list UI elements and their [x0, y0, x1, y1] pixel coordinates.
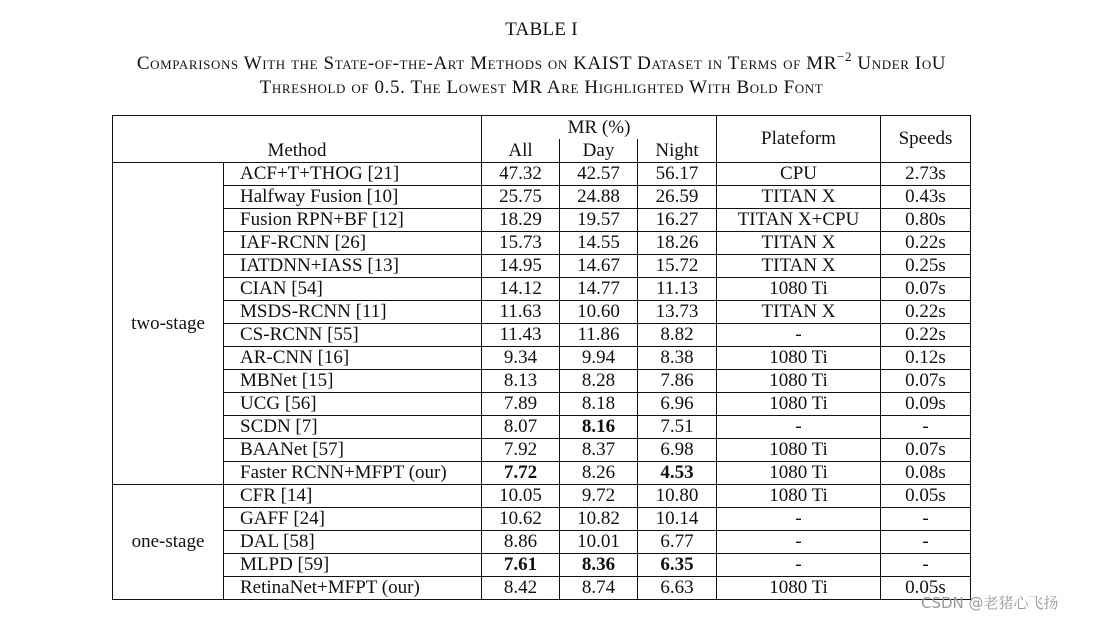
platform-cell: 1080 Ti	[717, 577, 881, 600]
mr-night-cell: 11.13	[638, 278, 717, 301]
comparison-table	[112, 115, 971, 600]
method-cell: Fusion RPN+BF [12]	[224, 209, 482, 232]
speed-cell: 0.22s	[881, 324, 971, 347]
mr-night-cell: 10.14	[638, 508, 717, 531]
mr-night-cell: 10.80	[638, 485, 717, 508]
platform-cell: TITAN X	[717, 255, 881, 278]
table-row	[113, 439, 971, 462]
table-row	[113, 577, 971, 600]
mr-day-cell: 11.86	[560, 324, 638, 347]
mr-all-cell: 8.86	[482, 531, 560, 554]
platform-cell: 1080 Ti	[717, 347, 881, 370]
mr-day-cell: 8.74	[560, 577, 638, 600]
mr-all-cell: 47.32	[482, 163, 560, 186]
method-cell: CFR [14]	[224, 485, 482, 508]
table-row	[113, 186, 971, 209]
speed-cell: 2.73s	[881, 163, 971, 186]
mr-all-cell: 8.13	[482, 370, 560, 393]
method-cell: CIAN [54]	[224, 278, 482, 301]
method-cell: MBNet [15]	[224, 370, 482, 393]
header-night: Night	[638, 139, 717, 163]
header-all: All	[482, 139, 560, 163]
platform-cell: TITAN X+CPU	[717, 209, 881, 232]
mr-night-cell: 26.59	[638, 186, 717, 209]
mr-all-cell: 25.75	[482, 186, 560, 209]
mr-all-cell: 10.62	[482, 508, 560, 531]
table-row	[113, 416, 971, 439]
platform-cell: 1080 Ti	[717, 278, 881, 301]
method-cell: ACF+T+THOG [21]	[224, 163, 482, 186]
mr-day-cell: 14.77	[560, 278, 638, 301]
speed-cell: 0.25s	[881, 255, 971, 278]
mr-night-cell: 18.26	[638, 232, 717, 255]
method-cell: AR-CNN [16]	[224, 347, 482, 370]
mr-day-cell: 9.72	[560, 485, 638, 508]
mr-day-cell: 8.37	[560, 439, 638, 462]
mr-night-cell: 15.72	[638, 255, 717, 278]
method-cell: Halfway Fusion [10]	[224, 186, 482, 209]
table-row	[113, 232, 971, 255]
mr-day-cell: 10.01	[560, 531, 638, 554]
mr-all-cell: 9.34	[482, 347, 560, 370]
group-label: two-stage	[113, 163, 224, 485]
platform-cell: 1080 Ti	[717, 439, 881, 462]
group-label: one-stage	[113, 485, 224, 600]
mr-night-cell: 7.86	[638, 370, 717, 393]
method-cell: MLPD [59]	[224, 554, 482, 577]
mr-day-cell: 8.28	[560, 370, 638, 393]
header-mr: MR (%)	[482, 116, 717, 140]
platform-cell: TITAN X	[717, 301, 881, 324]
method-cell: CS-RCNN [55]	[224, 324, 482, 347]
method-cell: MSDS-RCNN [11]	[224, 301, 482, 324]
mr-all-cell: 15.73	[482, 232, 560, 255]
speed-cell: 0.07s	[881, 278, 971, 301]
table-row	[113, 393, 971, 416]
table-row	[113, 255, 971, 278]
header-platform: Plateform	[717, 116, 881, 163]
method-cell: SCDN [7]	[224, 416, 482, 439]
mr-day-cell: 8.18	[560, 393, 638, 416]
speed-cell: 0.22s	[881, 232, 971, 255]
mr-day-cell: 8.36	[560, 554, 638, 577]
platform-cell: 1080 Ti	[717, 370, 881, 393]
mr-night-cell: 16.27	[638, 209, 717, 232]
speed-cell: -	[881, 531, 971, 554]
mr-all-cell: 7.72	[482, 462, 560, 485]
platform-cell: -	[717, 554, 881, 577]
mr-night-cell: 8.82	[638, 324, 717, 347]
mr-night-cell: 6.35	[638, 554, 717, 577]
mr-all-cell: 11.43	[482, 324, 560, 347]
mr-day-cell: 14.55	[560, 232, 638, 255]
speed-cell: 0.08s	[881, 462, 971, 485]
method-cell: UCG [56]	[224, 393, 482, 416]
mr-night-cell: 8.38	[638, 347, 717, 370]
platform-cell: TITAN X	[717, 186, 881, 209]
mr-day-cell: 8.26	[560, 462, 638, 485]
header-day: Day	[560, 139, 638, 163]
mr-night-cell: 7.51	[638, 416, 717, 439]
table-row	[113, 278, 971, 301]
mr-day-cell: 14.67	[560, 255, 638, 278]
speed-cell: 0.07s	[881, 439, 971, 462]
mr-all-cell: 7.92	[482, 439, 560, 462]
method-cell: DAL [58]	[224, 531, 482, 554]
speed-cell: -	[881, 416, 971, 439]
speed-cell: 0.05s	[881, 577, 971, 600]
method-cell: GAFF [24]	[224, 508, 482, 531]
mr-all-cell: 7.61	[482, 554, 560, 577]
watermark: CSDN @老猪心飞扬	[921, 594, 1059, 612]
mr-all-cell: 8.07	[482, 416, 560, 439]
speed-cell: 0.12s	[881, 347, 971, 370]
header-speed: Speeds	[881, 116, 971, 163]
platform-cell: 1080 Ti	[717, 485, 881, 508]
table-caption-line-2: Threshold of 0.5. The Lowest MR Are Highlighted With Bold Font	[259, 77, 824, 98]
mr-day-cell: 24.88	[560, 186, 638, 209]
mr-night-cell: 6.96	[638, 393, 717, 416]
mr-day-cell: 10.60	[560, 301, 638, 324]
platform-cell: CPU	[717, 163, 881, 186]
table-number: TABLE I	[505, 19, 578, 40]
method-cell: Faster RCNN+MFPT (our)	[224, 462, 482, 485]
platform-cell: 1080 Ti	[717, 462, 881, 485]
mr-night-cell: 6.63	[638, 577, 717, 600]
table-row	[113, 531, 971, 554]
mr-day-cell: 8.16	[560, 416, 638, 439]
platform-cell: -	[717, 531, 881, 554]
table-row	[113, 163, 971, 186]
mr-all-cell: 18.29	[482, 209, 560, 232]
speed-cell: -	[881, 508, 971, 531]
mr-all-cell: 10.05	[482, 485, 560, 508]
table-row	[113, 462, 971, 485]
method-cell: RetinaNet+MFPT (our)	[224, 577, 482, 600]
table-row	[113, 554, 971, 577]
mr-night-cell: 56.17	[638, 163, 717, 186]
platform-cell: 1080 Ti	[717, 393, 881, 416]
table-row	[113, 370, 971, 393]
platform-cell: -	[717, 508, 881, 531]
speed-cell: 0.09s	[881, 393, 971, 416]
platform-cell: -	[717, 416, 881, 439]
mr-day-cell: 19.57	[560, 209, 638, 232]
mr-night-cell: 6.98	[638, 439, 717, 462]
table-row	[113, 485, 971, 508]
mr-day-cell: 42.57	[560, 163, 638, 186]
speed-cell: 0.43s	[881, 186, 971, 209]
table-row	[113, 301, 971, 324]
platform-cell: -	[717, 324, 881, 347]
speed-cell: 0.80s	[881, 209, 971, 232]
table-row	[113, 324, 971, 347]
mr-all-cell: 7.89	[482, 393, 560, 416]
mr-night-cell: 6.77	[638, 531, 717, 554]
table-row	[113, 508, 971, 531]
mr-day-cell: 10.82	[560, 508, 638, 531]
table-row	[113, 209, 971, 232]
speed-cell: 0.07s	[881, 370, 971, 393]
mr-night-cell: 4.53	[638, 462, 717, 485]
table-row	[113, 347, 971, 370]
mr-day-cell: 9.94	[560, 347, 638, 370]
table-caption-line-1: Comparisons With the State-of-the-Art Methods on KAIST Dataset in Terms of $MR^{-2}$ Under IoU	[136, 49, 947, 74]
mr-all-cell: 14.95	[482, 255, 560, 278]
mr-night-cell: 13.73	[638, 301, 717, 324]
mr-all-cell: 14.12	[482, 278, 560, 301]
speed-cell: 0.05s	[881, 485, 971, 508]
mr-all-cell: 11.63	[482, 301, 560, 324]
header-method: Method	[113, 116, 482, 163]
method-cell: BAANet [57]	[224, 439, 482, 462]
mr-all-cell: 8.42	[482, 577, 560, 600]
speed-cell: -	[881, 554, 971, 577]
platform-cell: TITAN X	[717, 232, 881, 255]
speed-cell: 0.22s	[881, 301, 971, 324]
method-cell: IAF-RCNN [26]	[224, 232, 482, 255]
method-cell: IATDNN+IASS [13]	[224, 255, 482, 278]
